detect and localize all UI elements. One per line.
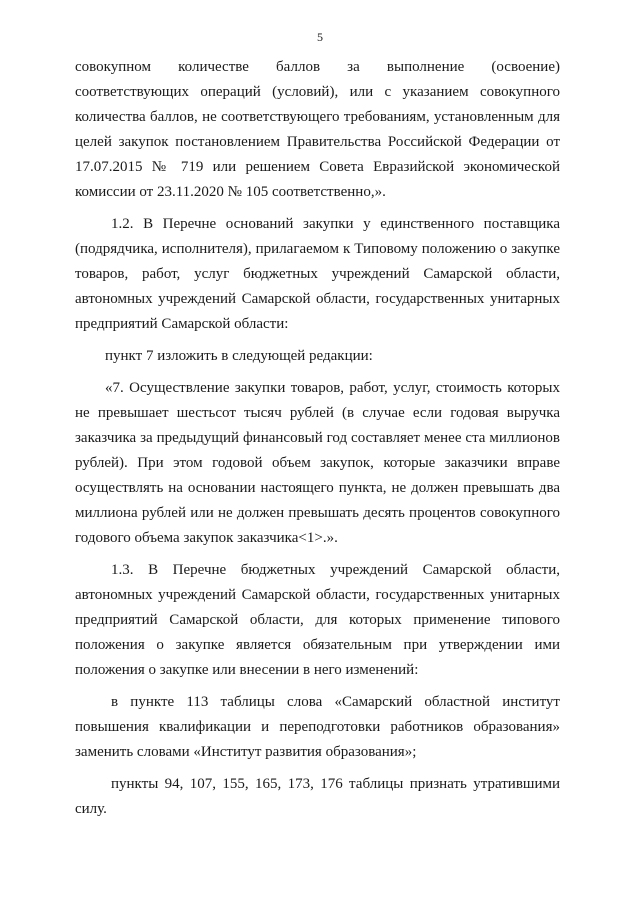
- paragraph-item-7-intro: пункт 7 изложить в следующей редакции:: [105, 348, 373, 364]
- paragraph-continuation: совокупном количестве баллов за выполнение (освоение) соответствующих операций (условий), или с указанием совокупного количества баллов, не соответствующего требованиям, установленным для целей закупок постановлением Правительства Российской Федерации от 17.07.2015 № 719 или решением Совета Евразийской экономической комиссии от 23.11.2020 № 105 соответственно,».: [75, 59, 560, 200]
- paragraph-items-repealed: пункты 94, 107, 155, 165, 173, 176 таблицы признать утратившими силу.: [75, 776, 560, 817]
- paragraph-1-2: 1.2. В Перечне оснований закупки у единственного поставщика (подрядчика, исполнителя), прилагаемом к Типовому положению о закупке товаров, работ, услуг бюджетных учреждений Самарской области, автономных учреждений Самарской области, государственных унитарных предприятий Самарской области:: [75, 216, 560, 332]
- paragraph-item-7-text: «7. Осуществление закупки товаров, работ, услуг, стоимость которых не превышает шестьсот тысяч рублей (в случае если годовая выручка заказчика за предыдущий финансовый год составляет менее ста миллионов рублей). При этом годовой объем закупок, которые заказчики вправе осуществлять на основании настоящего пункта, не должен превышать два миллиона рублей или не должен превышать десять процентов совокупного годового объема закупок заказчика<1>.».: [75, 380, 560, 546]
- paragraph-1-3: 1.3. В Перечне бюджетных учреждений Самарской области, автономных учреждений Самарской области, государственных унитарных предприятий Самарской области, для которых применение типового положения о закупке является обязательным при утверждении ими положения о закупке или внесении в него изменений:: [75, 562, 560, 678]
- paragraph-item-113: в пункте 113 таблицы слова «Самарский областной институт повышения квалификации и переподготовки работников образования» заменить словами «Институт развития образования»;: [75, 694, 560, 760]
- page-number: 5: [317, 30, 323, 44]
- document-body: [75, 55, 560, 829]
